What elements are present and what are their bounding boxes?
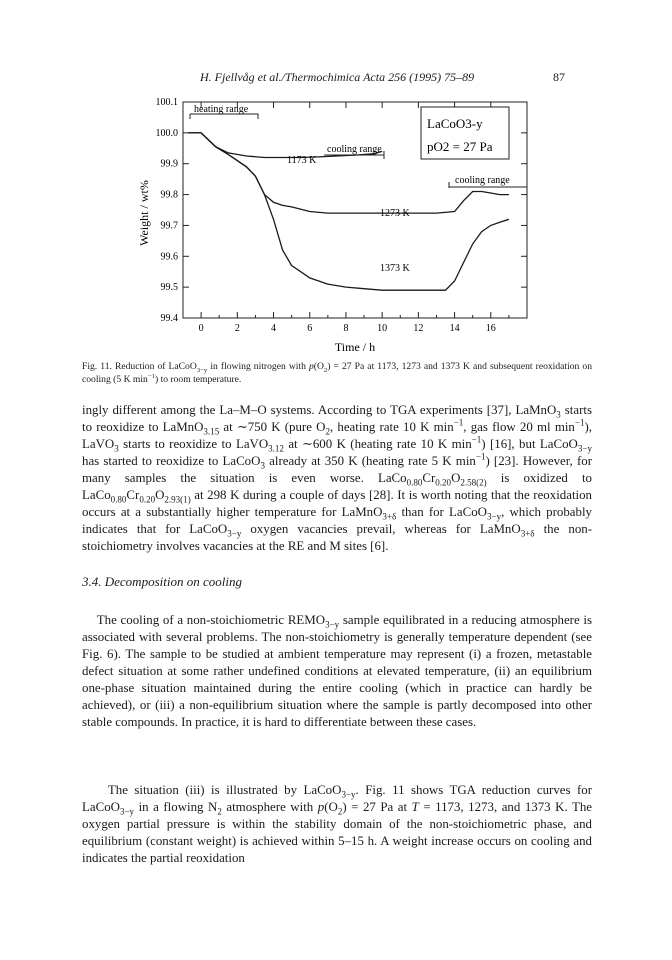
ylabel: Weight / wt%	[137, 180, 151, 246]
x-tick-label: 4	[271, 323, 277, 334]
x-tick-label: 10	[377, 323, 388, 334]
annotations	[137, 104, 527, 354]
cooling-range-2-label: cooling range	[455, 175, 510, 186]
paragraph-1: ingly different among the La–M–O systems. According to TGA experiments [37], LaMnO$_3$ starts to reoxidize to LaMnO$_{3.15}$ at ∼750 K (pure $O_2$, heating rate 10 K $\min^{-1}$, gas flow 20 ml $\min^{-1}$), LaVO$_3$ starts to reoxidize to LaVO$_{3.12}$ at ∼600 K (heating rate 10 K $\min^{-1}$) [16], but LaCoO$_{3-y}$ has started to reoxidize to LaCoO$_3$ already at 350 K (heating rate 5 K $\min^{-1}$) [23]. However, for many samples the situation is even worse. $LaCo_{0.80}Cr_{0.20}O_{2.58(2)}$ is oxidized to $LaCo_{0.80}Cr_{0.20}O_{2.93(1)}$ at 298 K during a couple of days [28]. It is worth noting that the reoxidation occurs at a substantially higher temperature for LaMnO$_{3+\delta}$ than for LaCoO$_{3-y}$, which probably indicates that for LaCoO$_{3-y}$ oxygen vacancies prevail, whereas for LaMnO$_{3+\delta}$ the non-stoichiometry involves vacancies at the RE and M sites [6].	[82, 403, 593, 553]
y-tick-label: 99.5	[160, 282, 178, 294]
paragraph-2: The cooling of a non-stoichiometric $REMO_{3-y}$ sample equilibrated in a reducing atmosphere is associated with several problems. The non-stoichiometry is generally temperature dependent (see Fig. 6). The sample to be studied at ambient temperature may represent (i) a frozen, metastable defect situation at some rather undefined conditions at elevated temperature, (ii) an equilibrium one-phase situation maintained during the entire cooling (which in practice can hardly be achieved), or (iii) a non-equilibrium situation where the sample is partly decomposed into other stable compounds. In practice, it is hard to differentiate between these cases.	[82, 613, 592, 729]
x-tick-label: 2	[234, 323, 240, 334]
xlabel: Time / h	[334, 340, 376, 354]
x-tick-label: 6	[307, 323, 313, 334]
running-title: H. Fjellvåg et al./Thermochimica Acta 256 (1995) 75–89	[200, 70, 475, 84]
section-heading: 3.4. Decomposition on cooling	[82, 574, 242, 589]
y-tick-label: 99.8	[160, 189, 178, 201]
label-1273: 1273 K	[380, 208, 410, 219]
running-header	[0, 70, 672, 86]
x-tick-label: 0	[198, 323, 204, 334]
label-1173: 1173 K	[287, 155, 317, 166]
legend-pressure: pO2 = 27 Pa	[427, 139, 493, 154]
x-tick-label: 14	[449, 323, 460, 334]
y-tick-label: 100.1	[155, 97, 178, 108]
figure-caption: Fig. 11. Reduction of LaCoO$_{3-y}$ in flowing nitrogen with $p(O_2) = 27$ Pa at 1173, 1273 and 1373 K and subsequent reoxidation on cooling (5 K $\min^{-1}$) to room temperature.	[82, 361, 592, 385]
x-tick-label: 8	[343, 323, 349, 334]
y-tick-label: 99.4	[160, 313, 178, 324]
y-tick-label: 99.6	[160, 251, 178, 263]
x-tick-label: 16	[485, 323, 496, 334]
legend-compound: LaCoO3-y	[427, 116, 483, 131]
cooling-range-1-label: cooling range	[327, 144, 382, 155]
y-tick-label: 99.9	[160, 158, 178, 170]
x-tick-label: 12	[413, 323, 424, 334]
y-tick-label: 99.7	[160, 220, 178, 232]
label-1373: 1373 K	[380, 263, 410, 274]
y-tick-label: 100.0	[155, 127, 178, 139]
paragraph-3: The situation (iii) is illustrated by LaCoO$_{3-y}$. Fig. 11 shows TGA reduction curves for LaCoO$_{3-y}$ in a flowing $N_2$ atmosphere with $p(O_2) = 27$ Pa at T = 1173, 1273, and 1373 K. The oxygen partial pressure is within the stability domain of the non-stoichiometric phase, and equilibrium (constant weight) is achieved within 5–15 h. A weight increase occurs on cooling and indicates the partial reoxidation	[82, 783, 593, 865]
tga-figure	[0, 95, 672, 357]
heating-range-label: heating range	[194, 104, 249, 115]
page-number: 87	[553, 70, 565, 84]
